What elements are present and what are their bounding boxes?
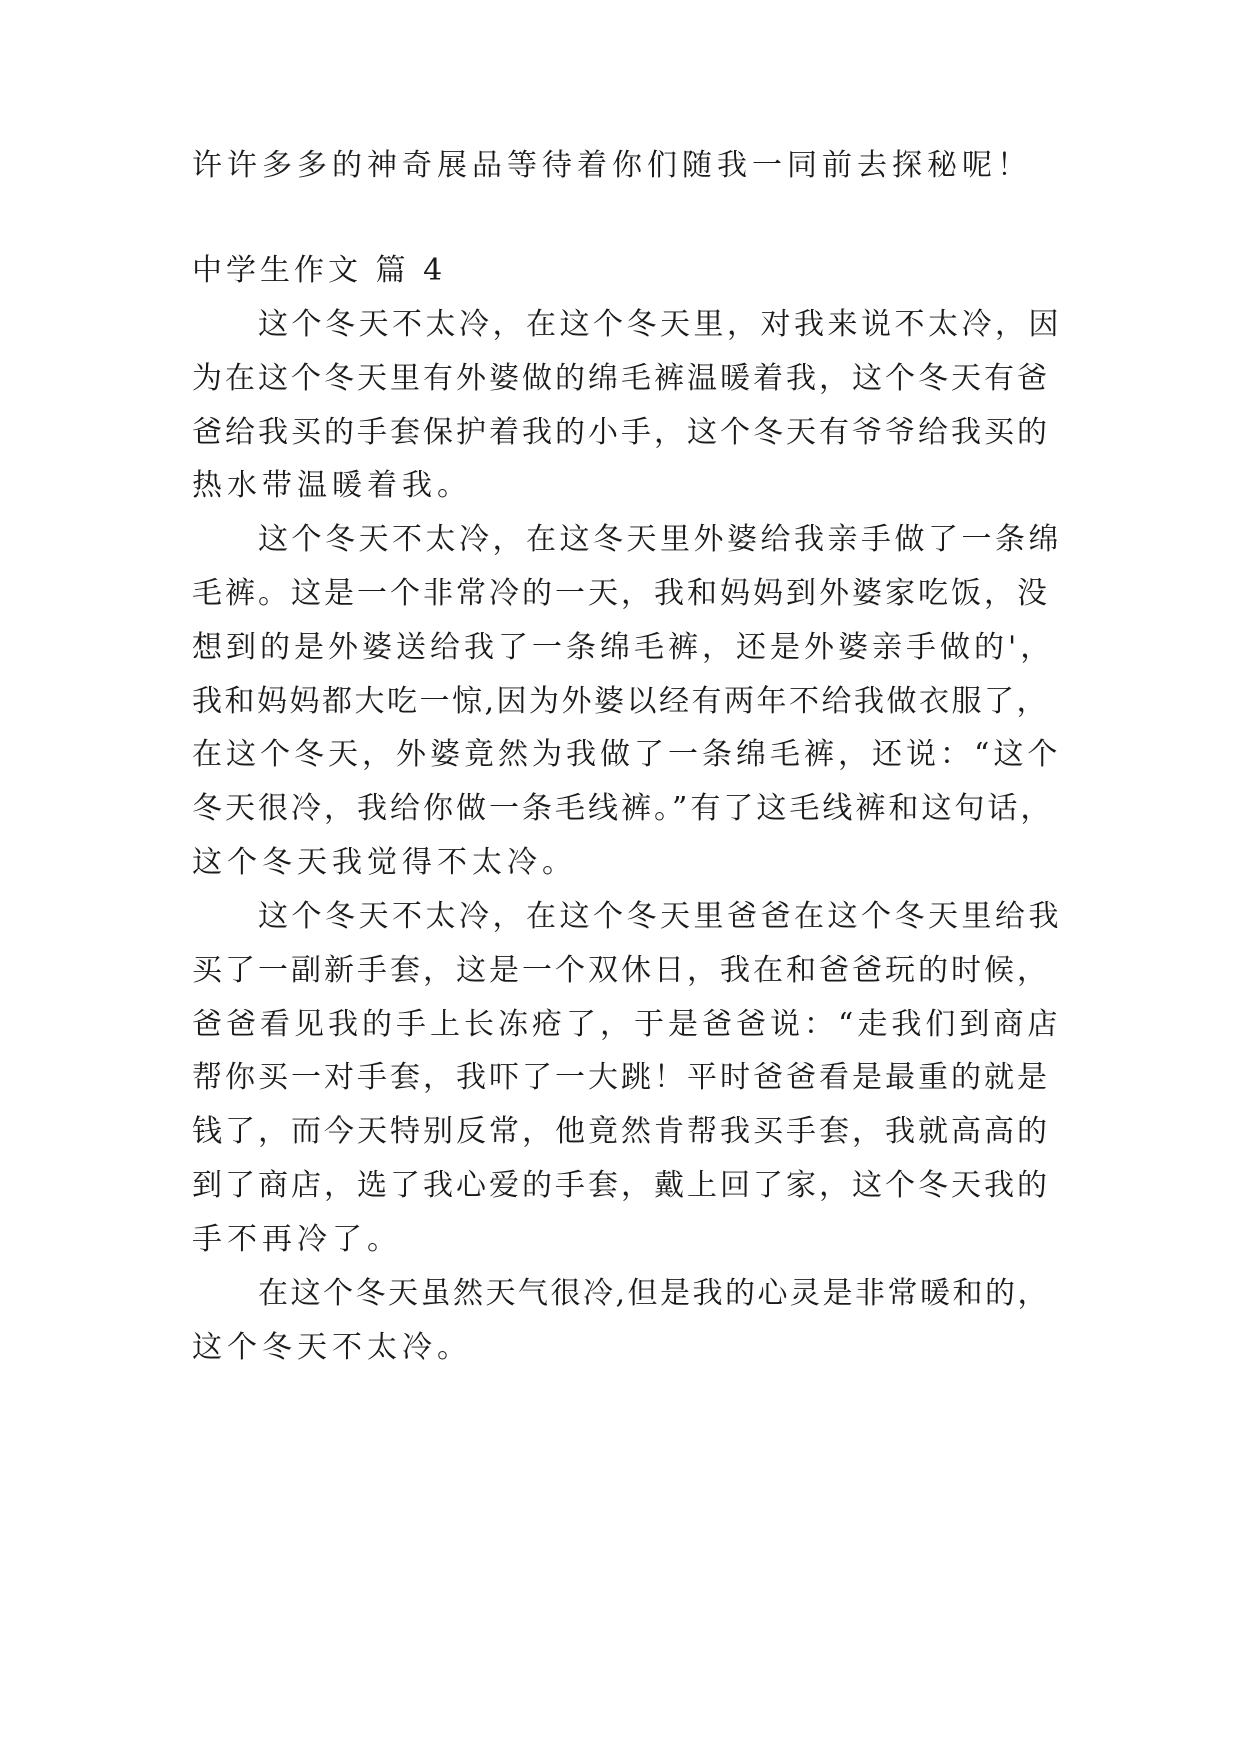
paragraph-line: 这个冬天不太冷，在这冬天里外婆给我亲手做了一条绵	[258, 522, 1062, 557]
paragraph-line: 想到的是外婆送给我了一条绵毛裤，还是外婆亲手做的'，	[192, 630, 1055, 665]
paragraph-line: 买了一副新手套，这是一个双休日，我在和爸爸玩的时候，	[192, 953, 1050, 988]
continuation-line: 许许多多的神奇展品等待着你们随我一同前去探秘呢！	[192, 148, 1032, 183]
paragraph-line: 到了商店，选了我心爱的手套，戴上回了家，这个冬天我的	[192, 1168, 1050, 1203]
paragraph-line: 帮你买一对手套，我吓了一大跳！平时爸爸看是最重的就是	[192, 1060, 1050, 1095]
section-title: 中学生作文 篇 4	[192, 253, 447, 288]
paragraph-line: 毛裤。这是一个非常冷的一天，我和妈妈到外婆家吃饭，没	[192, 576, 1050, 611]
paragraph-line: 爸爸看见我的手上长冻疮了，于是爸爸说：“走我们到商店	[192, 1007, 1062, 1042]
paragraph-line: 这个冬天我觉得不太冷。	[192, 845, 577, 880]
paragraph-line: 在这个冬天虽然天气很冷,但是我的心灵是非常暖和的，	[258, 1276, 1051, 1311]
paragraph-line: 这个冬天不太冷。	[192, 1330, 472, 1365]
paragraph-line: 我和妈妈都大吃一惊,因为外婆以经有两年不给我做衣服了，	[192, 684, 1050, 719]
paragraph-line: 为在这个冬天里有外婆做的绵毛裤温暖着我，这个冬天有爸	[192, 361, 1050, 396]
paragraph-line: 钱了，而今天特别反常，他竟然肯帮我买手套，我就高高的	[192, 1114, 1050, 1149]
paragraph-line: 冬天很冷，我给你做一条毛线裤。”有了这毛线裤和这句话，	[192, 791, 1054, 826]
paragraph-line: 这个冬天不太冷，在这个冬天里爸爸在这个冬天里给我	[258, 899, 1062, 934]
paragraph-line: 这个冬天不太冷，在这个冬天里，对我来说不太冷，因	[258, 307, 1062, 342]
paragraph-line: 爸给我买的手套保护着我的小手，这个冬天有爷爷给我买的	[192, 415, 1050, 450]
paragraph-line: 手不再冷了。	[192, 1222, 402, 1257]
paragraph-line: 在这个冬天，外婆竟然为我做了一条绵毛裤，还说：“这个	[192, 737, 1062, 772]
paragraph-line: 热水带温暖着我。	[192, 468, 472, 503]
